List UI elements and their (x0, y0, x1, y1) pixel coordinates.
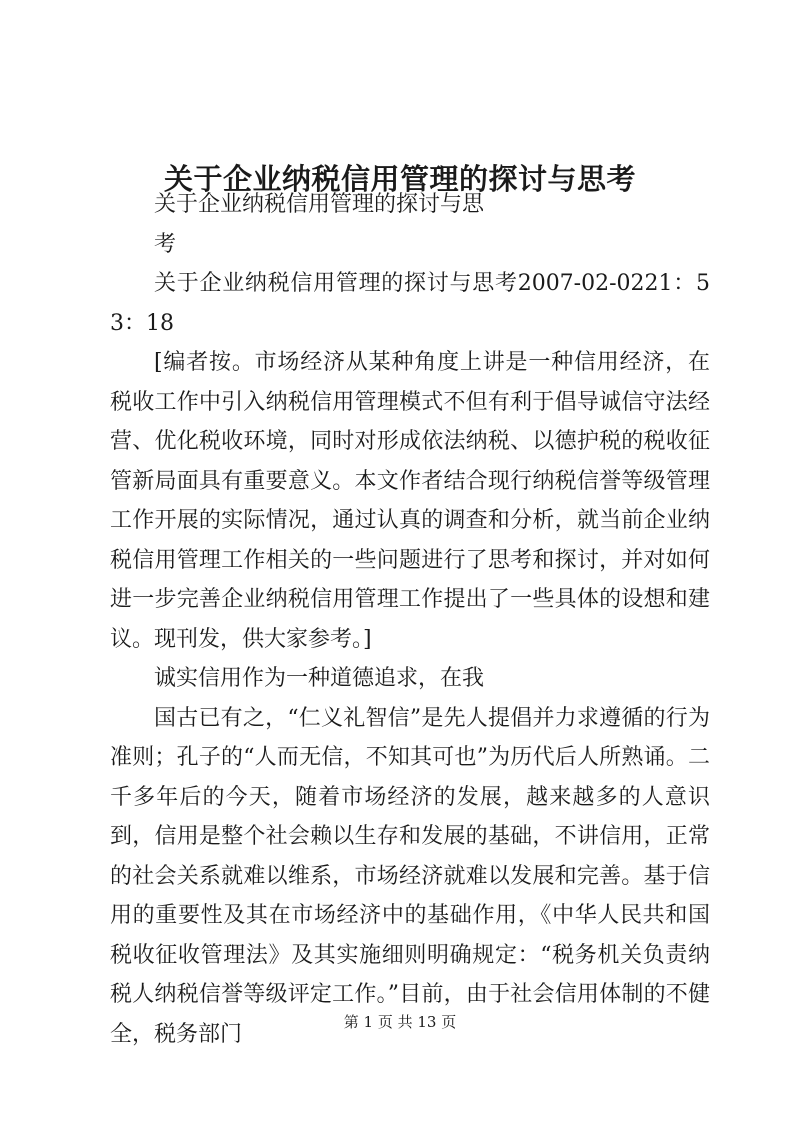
paragraph-title-line-1: 关于企业纳税信用管理的探讨与思 (154, 192, 485, 217)
paragraph-title-timestamp: 关于企业纳税信用管理的探讨与思考2007-02-0221：53：18 (110, 271, 710, 336)
document-body (110, 185, 710, 1054)
paragraph-intro: 诚实信用作为一种道德追求，在我 (154, 666, 485, 691)
page-footer: 第 1 页 共 13 页 (343, 1013, 457, 1031)
paragraph-editor-note: [编者按。市场经济从某种角度上讲是一种信用经济，在税收工作中引入纳税信用管理模式不但有利于倡导诚信守法经营、优化税收环境，同时对形成依法纳税、以德护税的税收征管新局面具有重要意义。本文作者结合现行纳税信誉等级管理工作开展的实际情况，通过认真的调查和分析，就当前企业纳税信用管理工作相关的一些问题进行了思考和探讨，并对如何进一步完善企业纳税信用管理工作提出了一些具体的设想和建议。现刊发，供大家参考。] (110, 350, 710, 652)
document-title: 关于企业纳税信用管理的探讨与思考 (163, 162, 636, 197)
paragraph-title-line-2: 考 (154, 231, 177, 257)
paragraph-body: 国古已有之，“仁义礼智信”是先人提倡并力求遵循的行为准则；孔子的“人而无信，不知其可也”为历代后人所熟诵。二千多年后的今天，随着市场经济的发展，越来越多的人意识到，信用是整个社会赖以生存和发展的基础，不讲信用，正常的社会关系就难以维系，市场经济就难以发展和完善。基于信用的重要性及其在市场经济中的基础作用，《中华人民共和国税收征收管理法》及其实施细则明确规定：“税务机关负责纳税人纳税信誉等级评定工作。”目前，由于社会信用体制的不健全，税务部门 (110, 705, 710, 1047)
